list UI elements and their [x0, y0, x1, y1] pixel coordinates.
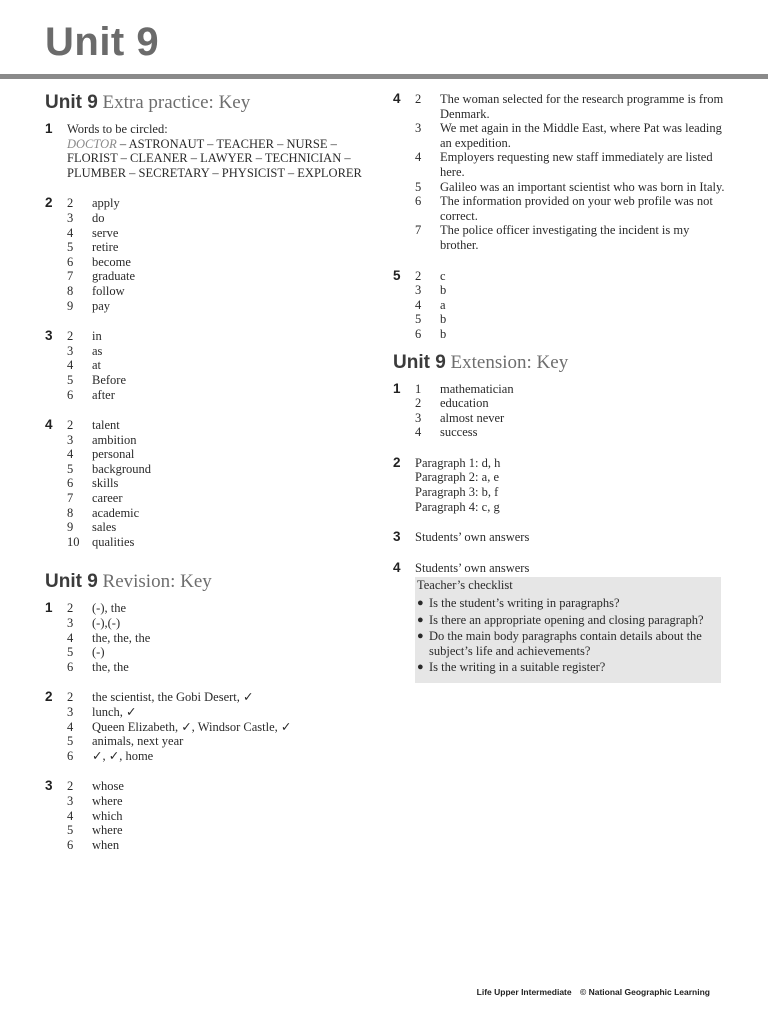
word-list — [67, 137, 385, 181]
bullet-icon: ● — [417, 597, 424, 610]
answer-item — [67, 705, 385, 720]
answer-item — [67, 226, 385, 241]
item-answer: b — [440, 283, 447, 298]
extension-exercise-3 — [393, 530, 728, 545]
answer-item — [67, 520, 385, 535]
item-number: 4 — [67, 225, 74, 240]
answer-item — [67, 720, 385, 735]
item-number: 6 — [67, 387, 74, 402]
exercise-3 — [45, 329, 385, 402]
answer-item — [415, 327, 728, 342]
item-number: 4 — [67, 719, 74, 734]
answer-item — [67, 645, 385, 660]
answer-item — [415, 298, 728, 313]
answer-item — [67, 255, 385, 270]
exercise-number: 4 — [393, 559, 401, 575]
paragraph-answer: Paragraph 3: b, f — [415, 485, 499, 500]
item-number: 6 — [67, 476, 74, 491]
item-number: 6 — [67, 254, 74, 269]
answer-item — [67, 462, 385, 477]
item-number: 5 — [67, 823, 74, 838]
item-answer: b — [440, 312, 447, 327]
exercise-4 — [45, 418, 385, 549]
item-answer: We met again in the Middle East, where Pat was leading an expedition. — [440, 121, 722, 150]
paragraph-answer: Paragraph 1: d, h — [415, 455, 501, 470]
page-title: Unit 9 — [45, 20, 160, 64]
section-unit-label: Unit 9 — [45, 571, 98, 593]
answer-item — [415, 396, 728, 411]
answer-item — [67, 269, 385, 284]
exercise-1 — [45, 122, 385, 180]
item-number: 6 — [415, 194, 422, 209]
item-answer: The information provided on your web profile was not correct. — [440, 194, 713, 223]
checklist-text: Do the main body paragraphs contain details about the subject’s life and achievements? — [429, 629, 702, 658]
item-number: 5 — [415, 312, 422, 327]
item-answer: apply — [92, 196, 120, 211]
item-answer: do — [92, 210, 105, 225]
answer-item — [67, 373, 385, 388]
answer-item — [67, 284, 385, 299]
item-number: 2 — [415, 92, 422, 106]
answer-item — [415, 382, 728, 397]
item-answer: talent — [92, 418, 120, 433]
item-answer: when — [92, 837, 120, 852]
section-unit-label: Unit 9 — [393, 351, 446, 373]
item-number: 2 — [67, 329, 74, 344]
item-number: 2 — [67, 196, 74, 211]
exercise-intro: Words to be circled: — [67, 122, 168, 136]
answer-item — [415, 194, 728, 223]
item-number: 5 — [67, 461, 74, 476]
checklist-item — [417, 596, 718, 611]
answer-item — [67, 329, 385, 344]
answer-item — [67, 601, 385, 616]
answer-item — [415, 283, 728, 298]
exercise-number: 4 — [45, 417, 53, 433]
exercise-number: 2 — [45, 689, 53, 705]
item-number: 3 — [67, 616, 74, 631]
item-answer: Before — [92, 372, 127, 387]
item-answer: education — [440, 396, 489, 411]
item-answer: at — [92, 358, 102, 373]
item-answer: The woman selected for the research programme is from Denmark. — [440, 92, 724, 121]
item-answer: background — [92, 461, 152, 476]
exercise-number: 5 — [393, 267, 401, 283]
answer-item — [67, 823, 385, 838]
exercise-number: 1 — [393, 380, 401, 396]
revision-exercise-3 — [45, 779, 385, 852]
checklist-item — [417, 613, 718, 628]
item-answer: (-),(-) — [92, 616, 121, 631]
item-number: 8 — [67, 505, 74, 520]
answer-item — [67, 388, 385, 403]
item-answer: where — [92, 823, 123, 838]
item-number: 7 — [67, 269, 74, 284]
paragraph-answer: Paragraph 2: a, e — [415, 470, 499, 485]
item-number: 4 — [415, 297, 422, 312]
item-answer: almost never — [440, 410, 505, 425]
item-number: 3 — [67, 432, 74, 447]
item-answer: mathematician — [440, 381, 514, 396]
answer-text: Students’ own answers — [415, 530, 530, 545]
answer-item — [67, 690, 385, 705]
item-answer: which — [92, 808, 123, 823]
item-answer: b — [440, 326, 447, 341]
answer-item — [67, 433, 385, 448]
item-number: 2 — [67, 690, 74, 705]
item-number: 5 — [67, 734, 74, 749]
item-number: 7 — [415, 223, 422, 238]
section-unit-label: Unit 9 — [45, 92, 98, 113]
left-column — [45, 92, 385, 868]
exercise-number: 1 — [45, 121, 53, 136]
item-answer: ✓, ✓, home — [92, 748, 154, 763]
circled-word: DOCTOR — [67, 136, 117, 151]
answer-item — [415, 425, 728, 440]
item-number: 5 — [67, 645, 74, 660]
publisher-credit: © National Geographic Learning — [579, 987, 710, 997]
answer-item — [67, 631, 385, 646]
item-number: 3 — [67, 793, 74, 808]
item-answer: Galileo was an important scientist who was born in Italy. — [440, 179, 725, 194]
section-heading-text: Revision: Key — [102, 571, 212, 593]
item-number: 5 — [67, 240, 74, 255]
item-answer: qualities — [92, 534, 135, 549]
word-line: – ASTRONAUT – TEACHER – NURSE – — [116, 136, 337, 151]
section-heading-text: Extension: Key — [450, 351, 569, 373]
item-number: 6 — [67, 748, 74, 763]
word-line: FLORIST – CLEANER – LAWYER – TECHNICIAN – — [67, 151, 351, 166]
item-number: 3 — [67, 210, 74, 225]
answer-item — [67, 535, 385, 550]
item-answer: c — [440, 268, 446, 283]
item-answer: success — [440, 425, 478, 440]
item-number: 5 — [67, 372, 74, 387]
answer-item — [415, 223, 728, 252]
checklist-item — [417, 660, 718, 675]
item-answer: The police officer investigating the incident is my brother. — [440, 223, 690, 252]
exercise-5 — [393, 269, 728, 342]
answer-item — [67, 196, 385, 211]
item-number: 3 — [415, 283, 422, 298]
item-answer: pay — [92, 298, 111, 313]
answer-item — [67, 838, 385, 853]
checklist-text: Is the student’s writing in paragraphs? — [429, 596, 620, 611]
item-number: 5 — [415, 179, 422, 194]
answer-item — [67, 779, 385, 794]
item-answer: after — [92, 387, 115, 402]
item-answer: Queen Elizabeth, ✓, Windsor Castle, ✓ — [92, 719, 292, 734]
exercise-number: 4 — [393, 91, 401, 106]
answer-item — [67, 616, 385, 631]
item-answer: retire — [92, 240, 119, 255]
item-number: 2 — [67, 418, 74, 433]
item-answer: career — [92, 491, 123, 506]
item-answer: the scientist, the Gobi Desert, ✓ — [92, 690, 254, 705]
item-number: 9 — [67, 520, 74, 535]
answer-item — [67, 734, 385, 749]
answer-item — [67, 447, 385, 462]
item-number: 4 — [415, 150, 422, 165]
item-number: 3 — [67, 343, 74, 358]
answer-item — [67, 809, 385, 824]
item-answer: serve — [92, 225, 119, 240]
extension-exercise-1 — [393, 382, 728, 440]
exercise-number: 3 — [45, 328, 53, 344]
answer-item — [67, 749, 385, 764]
revision-exercise-1 — [45, 601, 385, 674]
item-number: 4 — [415, 425, 422, 440]
exercise-4-sentences — [393, 92, 728, 253]
page-footer — [477, 987, 710, 997]
exercise-number: 3 — [393, 529, 401, 545]
item-answer: the, the — [92, 659, 129, 674]
item-answer: ambition — [92, 432, 137, 447]
title-divider — [0, 74, 768, 79]
answer-item — [67, 211, 385, 226]
answer-item — [415, 150, 728, 179]
item-answer: academic — [92, 505, 140, 520]
answer-item — [67, 418, 385, 433]
item-number: 2 — [415, 268, 422, 283]
item-number: 7 — [67, 491, 74, 506]
item-number: 4 — [67, 808, 74, 823]
item-answer: (-) — [92, 645, 105, 660]
answer-item — [415, 312, 728, 327]
bullet-icon: ● — [417, 630, 424, 643]
bullet-icon: ● — [417, 613, 424, 626]
checklist-title: Teacher’s checklist — [417, 578, 513, 593]
item-answer: in — [92, 329, 102, 344]
answer-item — [415, 121, 728, 150]
answer-item — [415, 92, 728, 121]
book-title: Life Upper Intermediate — [476, 987, 572, 997]
answer-item — [415, 269, 728, 284]
item-answer: personal — [92, 447, 135, 462]
right-column — [393, 92, 728, 699]
answer-item — [67, 660, 385, 675]
revision-exercise-2 — [45, 690, 385, 763]
answer-item — [67, 358, 385, 373]
teachers-checklist — [415, 577, 721, 683]
answer-item — [67, 794, 385, 809]
item-number: 6 — [67, 659, 74, 674]
item-answer: whose — [92, 779, 124, 794]
item-answer: the, the, the — [92, 630, 151, 645]
extension-heading — [393, 352, 728, 374]
checklist-text: Is there an appropriate opening and closing paragraph? — [429, 612, 704, 627]
item-number: 4 — [67, 358, 74, 373]
item-number: 10 — [67, 534, 80, 549]
item-answer: (-), the — [92, 601, 127, 616]
answer-item — [67, 344, 385, 359]
answer-item — [67, 491, 385, 506]
answer-text: Students’ own answers — [415, 560, 530, 575]
checklist-item — [417, 629, 718, 658]
item-number: 2 — [415, 396, 422, 411]
item-answer: graduate — [92, 269, 136, 284]
item-number: 6 — [415, 326, 422, 341]
item-answer: Employers requesting new staff immediately are listed here. — [440, 150, 713, 179]
exercise-2 — [45, 196, 385, 313]
extra-practice-heading — [45, 92, 385, 114]
answer-item — [67, 299, 385, 314]
answer-item — [67, 506, 385, 521]
section-heading-text: Extra practice: Key — [102, 92, 251, 113]
answer-item — [415, 411, 728, 426]
bullet-icon: ● — [417, 661, 424, 674]
item-number: 6 — [67, 837, 74, 852]
extension-exercise-2 — [393, 456, 728, 514]
item-number: 9 — [67, 298, 74, 313]
exercise-number: 3 — [45, 778, 53, 794]
item-number: 2 — [67, 601, 74, 616]
item-number: 3 — [415, 410, 422, 425]
item-number: 4 — [67, 447, 74, 462]
answer-item — [67, 476, 385, 491]
answer-item — [67, 240, 385, 255]
item-answer: skills — [92, 476, 119, 491]
item-number: 8 — [67, 283, 74, 298]
item-number: 2 — [67, 779, 74, 794]
item-answer: where — [92, 793, 123, 808]
item-answer: lunch, ✓ — [92, 705, 137, 719]
extension-exercise-4 — [393, 561, 728, 683]
item-answer: become — [92, 254, 131, 269]
exercise-number: 2 — [393, 454, 401, 470]
item-answer: sales — [92, 520, 117, 535]
item-number: 1 — [415, 381, 422, 396]
item-answer: follow — [92, 283, 125, 298]
exercise-number: 1 — [45, 600, 53, 616]
item-answer: animals, next year — [92, 734, 184, 749]
checklist-text: Is the writing in a suitable register? — [429, 660, 606, 675]
word-line: PLUMBER – SECRETARY – PHYSICIST – EXPLORER — [67, 165, 362, 180]
exercise-number: 2 — [45, 195, 53, 211]
item-number: 3 — [415, 121, 422, 136]
item-answer: a — [440, 297, 446, 312]
item-number: 3 — [67, 705, 74, 719]
item-number: 4 — [67, 630, 74, 645]
item-answer: as — [92, 343, 103, 358]
revision-heading — [45, 571, 385, 593]
paragraph-answer: Paragraph 4: c, g — [415, 499, 500, 514]
answer-item — [415, 180, 728, 195]
